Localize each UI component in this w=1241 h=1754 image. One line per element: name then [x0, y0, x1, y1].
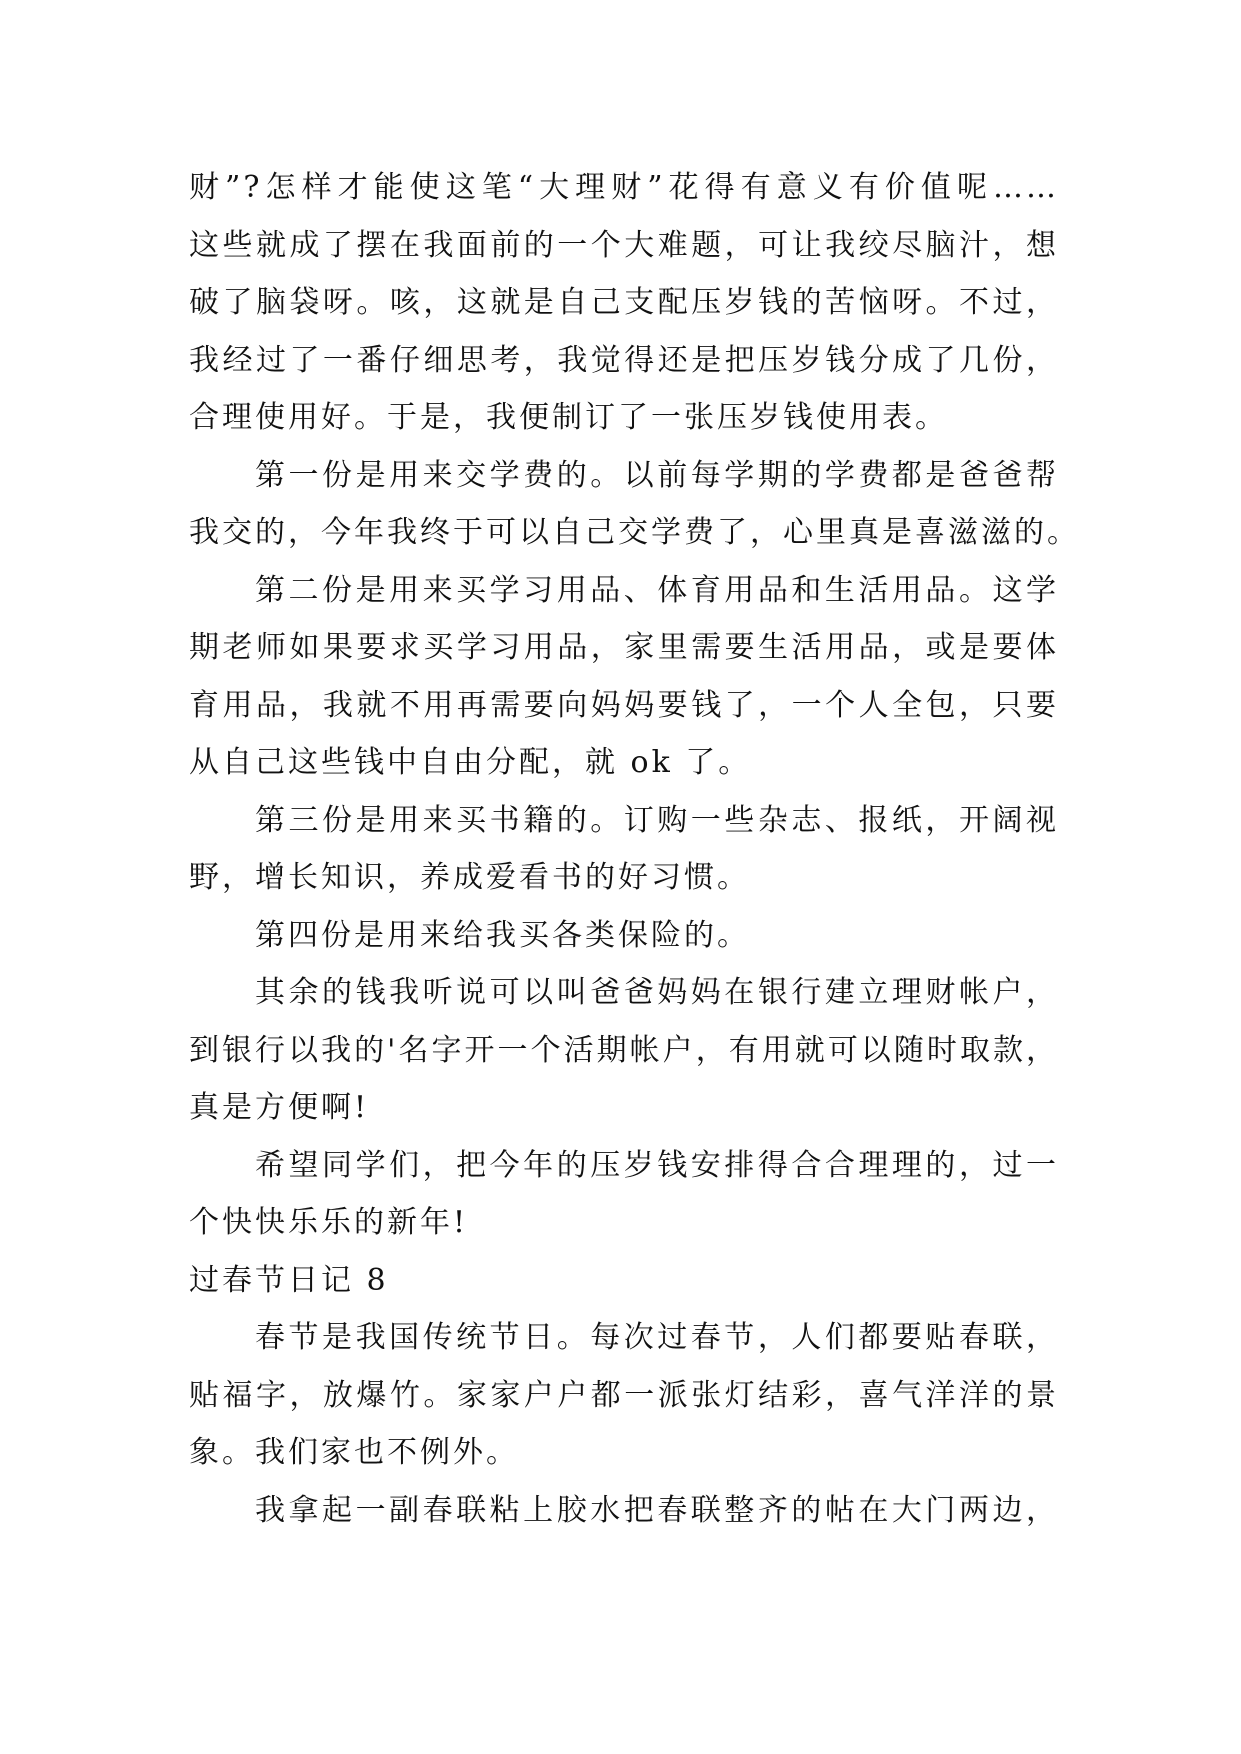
text-line: 从自己这些钱中自由分配，就 ok 了。: [189, 745, 752, 780]
text-line: 第三份是用来买书籍的。订购一些杂志、报纸，开阔视: [255, 802, 1059, 838]
text-line: 期老师如果要求买学习用品，家里需要生活用品，或是要体: [189, 630, 1059, 665]
text-line: 象。我们家也不例外。: [189, 1435, 519, 1470]
text-line: 野，增长知识，养成爱看书的好习惯。: [189, 860, 750, 895]
text-line: 育用品，我就不用再需要向妈妈要钱了，一个人全包，只要: [189, 687, 1059, 723]
text-line: 其余的钱我听说可以叫爸爸妈妈在银行建立理财帐户，: [255, 975, 1059, 1010]
text-line: 我经过了一番仔细思考，我觉得还是把压岁钱分成了几份，: [189, 342, 1059, 378]
text-line: 合理使用好。于是，我便制订了一张压岁钱使用表。: [189, 400, 948, 435]
text-line: 真是方便啊!: [189, 1090, 370, 1125]
text-line: 这些就成了摆在我面前的一个大难题，可让我绞尽脑汁，想: [189, 227, 1059, 263]
text-line: 我拿起一副春联粘上胶水把春联整齐的帖在大门两边，: [255, 1492, 1059, 1528]
text-line: 希望同学们，把今年的压岁钱安排得合合理理的，过一: [255, 1147, 1059, 1183]
text-line: 第二份是用来买学习用品、体育用品和生活用品。这学: [255, 572, 1059, 608]
text-line: 我交的，今年我终于可以自己交学费了，心里真是喜滋滋的。: [189, 515, 1080, 550]
text-line: 破了脑袋呀。咳，这就是自己支配压岁钱的苦恼呀。不过，: [189, 285, 1059, 320]
text-line: 贴福字，放爆竹。家家户户都一派张灯结彩，喜气洋洋的景: [189, 1377, 1059, 1413]
section-heading: 过春节日记 8: [189, 1262, 389, 1298]
text-line: 第四份是用来给我买各类保险的。: [255, 917, 750, 953]
document-body: [189, 159, 1080, 1539]
text-line: 到银行以我的'名字开一个活期帐户，有用就可以随时取款，: [189, 1032, 1059, 1068]
text-line: 第一份是用来交学费的。以前每学期的学费都是爸爸帮: [255, 457, 1059, 493]
text-line: 春节是我国传统节日。每次过春节，人们都要贴春联，: [255, 1320, 1059, 1355]
text-line: 财”?怎样才能使这笔“大理财”花得有意义有价值呢……: [189, 170, 1059, 205]
text-line: 个快快乐乐的新年!: [189, 1205, 469, 1240]
